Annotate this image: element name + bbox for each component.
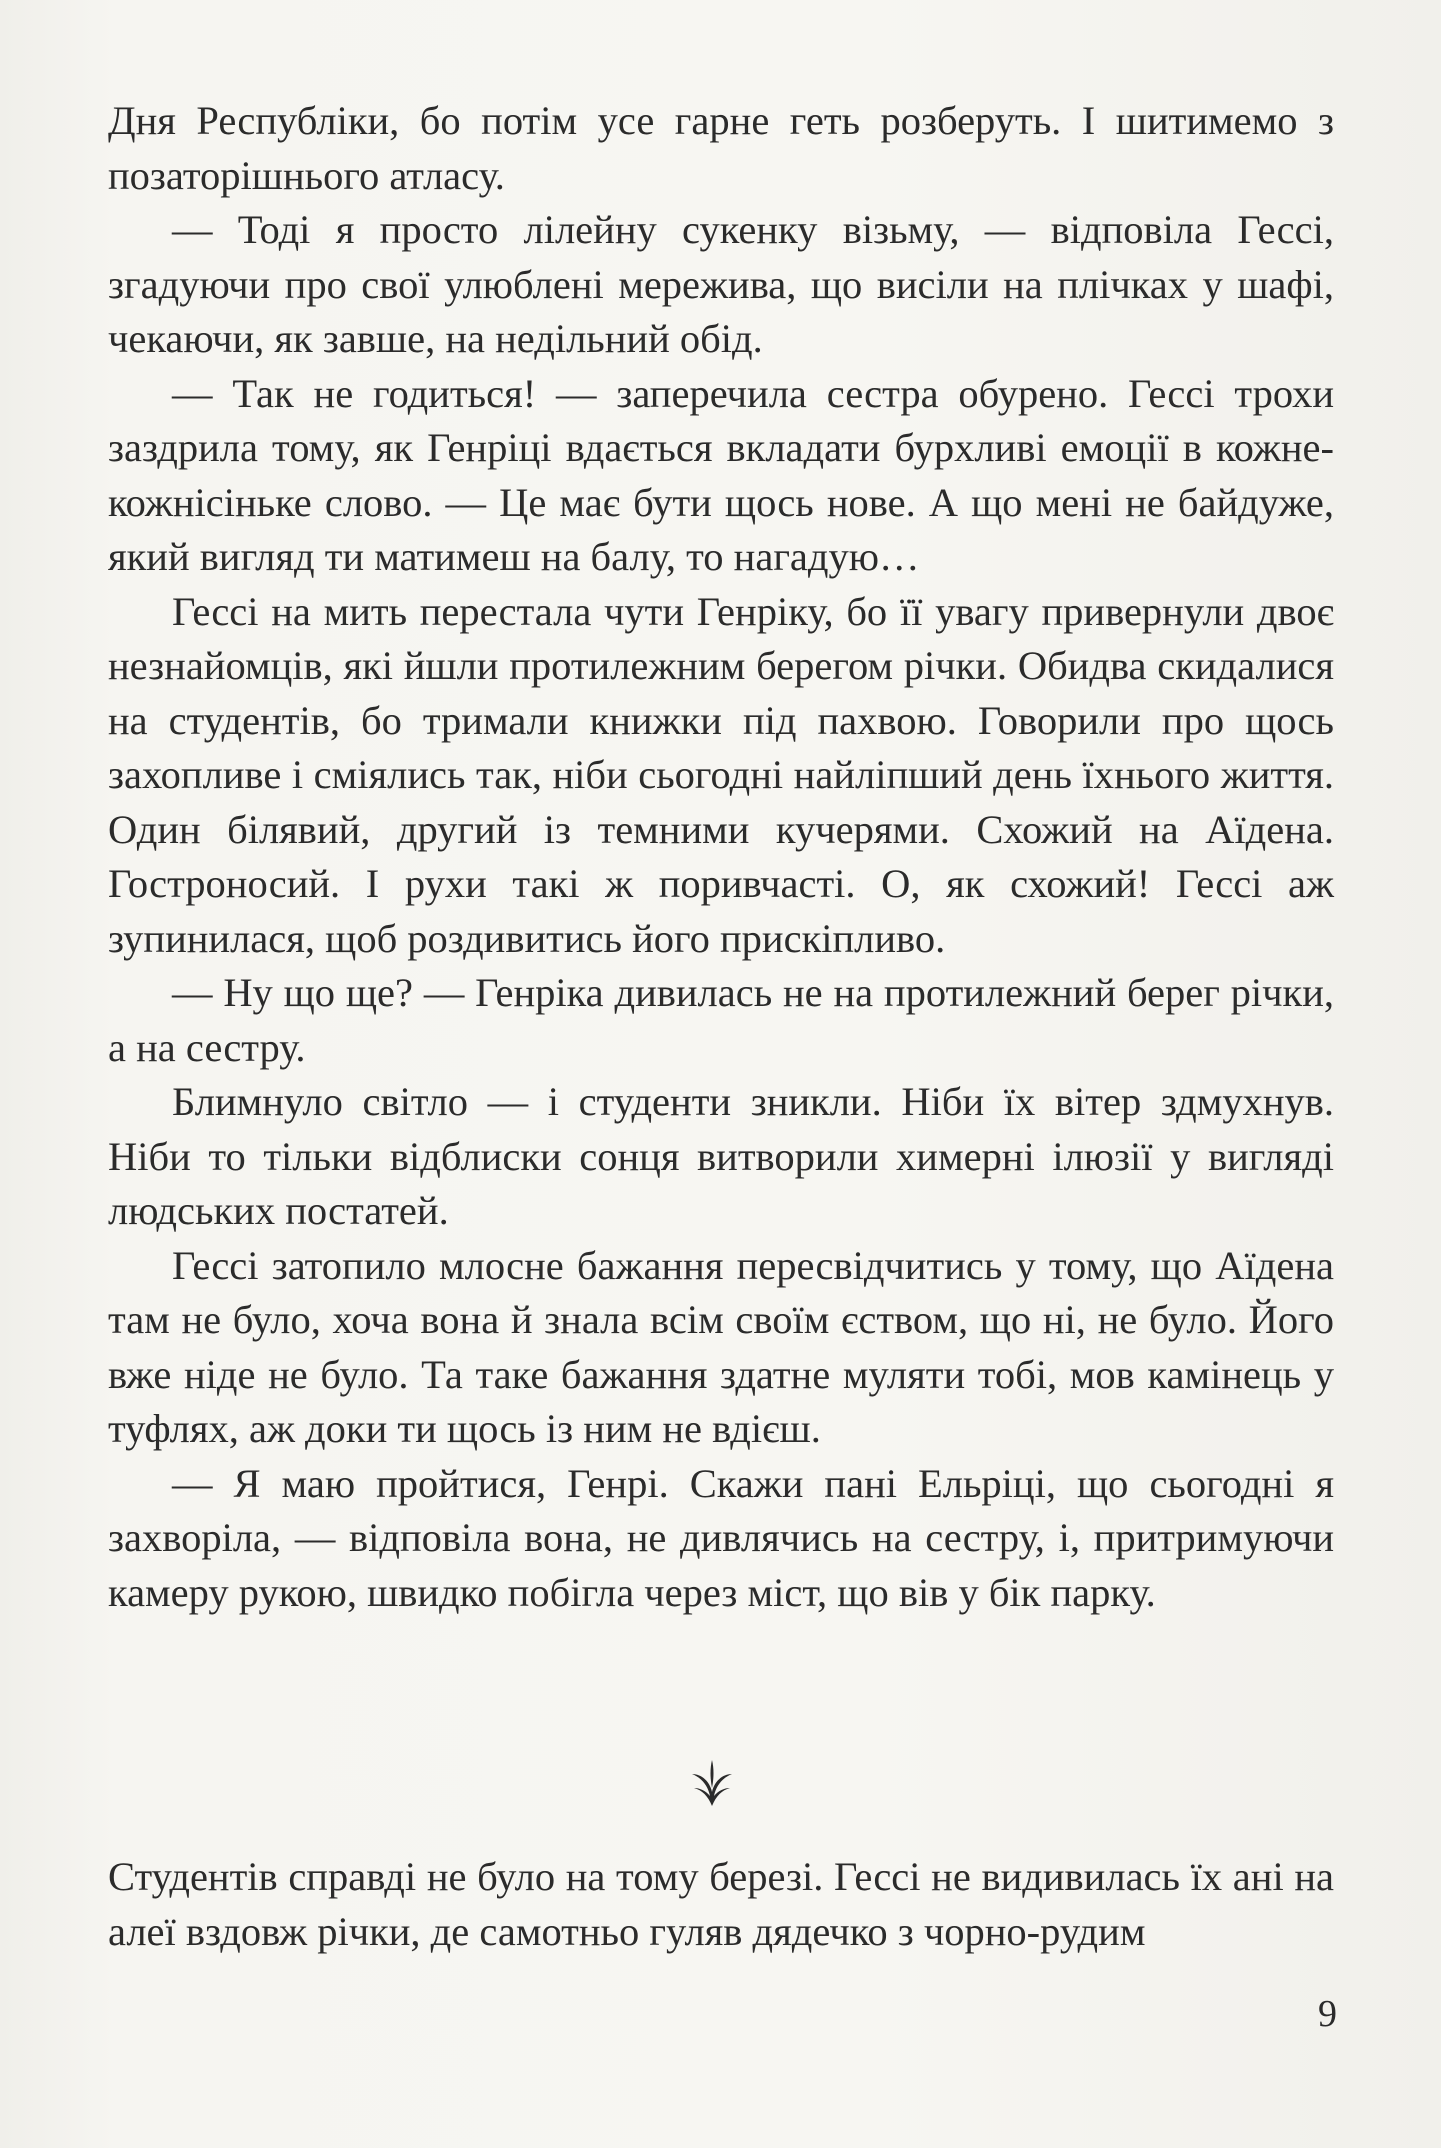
paragraph: Блимнуло світло — і студенти зникли. Ніби їх вітер здмухнув. Ніби то тільки відблиски сонця витворили химерні ілюзії у вигляді людських постатей. [108, 1079, 1334, 1233]
body-text-top [108, 94, 1334, 1620]
body-text-bottom [108, 1850, 1334, 1959]
paragraph: Гессі на мить перестала чути Генріку, бо її увагу привернули двоє незнайомців, які йшли протилежним берегом річки. Обидва скидалися на студентів, бо тримали книжки під пахвою. Говорили про щось захопливе і сміялись так, ніби сьогодні найліпший день їхнього життя. Один білявий, другий із темними кучерями. Схожий на Аїдена. Гостроносий. І рухи такі ж поривчасті. О, як схожий! Гессі аж зупинилася, щоб роздивитись його прискіпливо. [108, 588, 1334, 961]
paragraph: — Ну що ще? — Генріка дивилась не на протилежний берег річки, а на сестру. [108, 970, 1334, 1070]
paragraph: — Так не годиться! — заперечила сестра обурено. Гессі трохи заздрила тому, як Генріці вдається вкладати бурхливі емоції в кожне-кожнісіньке слово. — Це має бути щось нове. А що мені не байдуже, який вигляд ти матимеш на балу, то нагадую… [108, 370, 1334, 579]
paragraph: Гессі затопило млосне бажання пересвідчитись у тому, що Аїдена там не було, хоча вона й знала всім своїм єством, що ні, не було. Його вже ніде не було. Та таке бажання здатне муляти тобі, мов камінець у туфлях, аж доки ти щось із ним не вдієш. [108, 1242, 1334, 1451]
paragraph: — Я маю пройтися, Генрі. Скажи пані Ельріці, що сьогодні я захворіла, — відповіла вона, не дивлячись на сестру, і, притримуючи камеру рукою, швидко побігла через міст, що вів у бік парку. [108, 1460, 1334, 1615]
paragraph: — Тоді я просто лілейну сукенку візьму, — відповіла Гессі, згадуючи про свої улюблені мережива, що висіли на плічках у шафі, чекаючи, як завше, на недільний обід. [108, 207, 1334, 361]
page-number: 9 [1318, 1993, 1337, 2035]
paragraph: Дня Республіки, бо потім усе гарне геть розберуть. І шитимемо з позаторішнього атласу. [108, 98, 1334, 198]
fleuron-icon [680, 1758, 744, 1808]
paragraph: Студентів справді не було на тому березі. Гессі не видивилась їх ані на алеї вздовж річки, де самотньо гуляв дядечко з чорно-рудим [108, 1854, 1334, 1954]
